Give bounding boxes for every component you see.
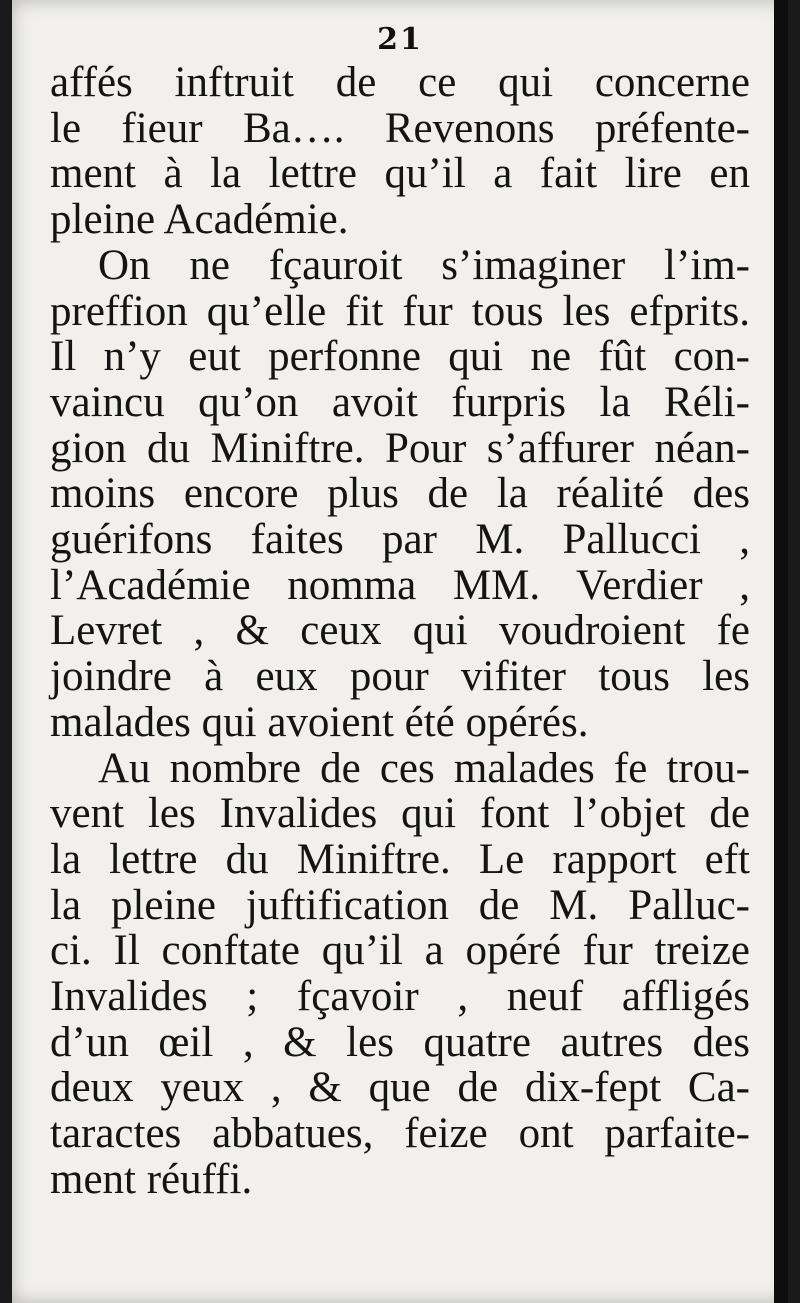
text-line: joindre à eux pour vifiter tous les [50,653,750,701]
body-text [50,60,750,1203]
text-line: ment à la lettre qu’il a fait lire en [50,150,750,198]
text-line: ci. Il conftate qu’il a opéré fur treize [50,927,750,975]
text-line: deux yeux , & que de dix-fept Ca- [50,1064,750,1112]
text-line: l’Académie nomma MM. Verdier , [50,561,750,609]
text-line: On ne fçauroit s’imaginer l’im- [98,241,750,289]
text-line: d’un œil , & les quatre autres des [50,1018,750,1066]
text-line: taractes abbatues, feize ont parfaite- [50,1110,750,1158]
text-line: la pleine juftification de M. Palluc- [50,881,750,929]
text-line: le fieur Ba…. Revenons préfente- [50,104,750,152]
text-line: Au nombre de ces malades fe trou- [98,744,750,792]
text-line: guérifons faites par M. Pallucci , [50,516,750,564]
text-line: affés inftruit de ce qui concerne [50,59,750,106]
text-line: la lettre du Miniftre. Le rapport eft [50,835,750,883]
text-line: vent les Invalides qui font l’objet de [50,790,750,838]
text-line: preffion qu’elle fit fur tous les efprits. [50,287,750,335]
text-line: pleine Académie. [50,196,349,244]
text-line: vaincu qu’on avoit furpris la Réli- [50,378,750,426]
text-line: Levret , & ceux qui voudroient fe [50,607,750,655]
page-number: 21 [377,22,423,57]
text-line: gion du Miniftre. Pour s’affurer néan- [50,424,750,472]
text-line: malades qui avoient été opérés. [50,698,589,746]
text-line: moins encore plus de la réalité des [50,470,750,518]
book-page [12,0,788,1303]
text-line: ment réuffi. [50,1155,253,1203]
text-line: Invalides ; fçavoir , neuf affligés [50,973,750,1021]
page-edge-shadow [774,0,788,1303]
text-line: Il n’y eut perfonne qui ne fût con- [50,333,750,381]
